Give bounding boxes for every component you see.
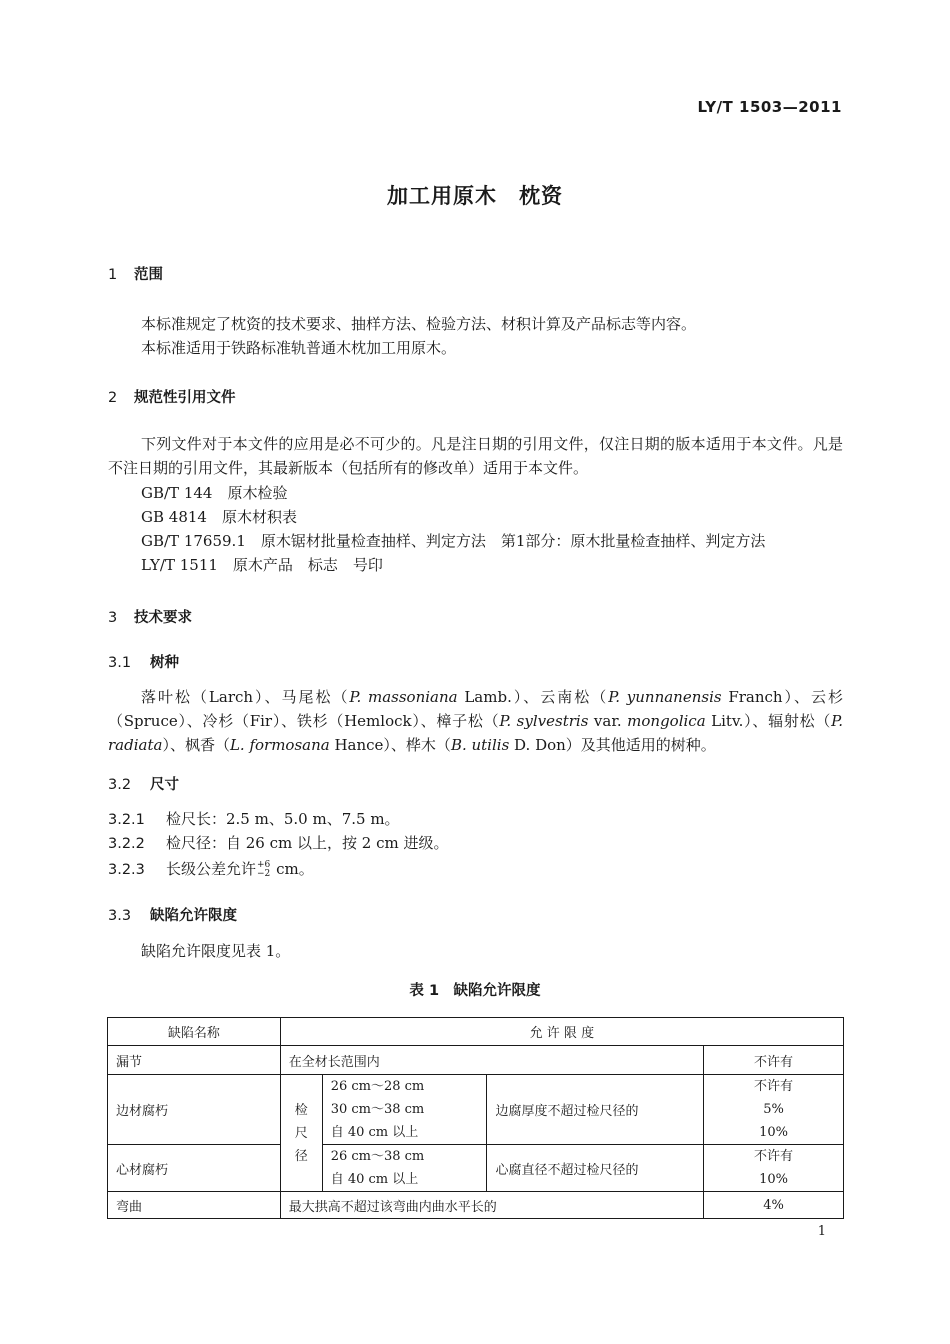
normative-reference: GB/T 17659.1 原木锯材批量检查抽样、判定方法 第1部分：原木批量检查抽样、判定方法 [141,532,766,550]
latin-name: P. sylvestris [499,712,589,730]
paragraph: 本标准适用于铁路标准轨普通木枕加工用原木。 [141,339,457,357]
allowance-value: 5% [763,1102,784,1117]
section-title: 技术要求 [134,610,192,626]
subsection-3-1-heading [108,651,179,672]
defect-name: 弯曲 [108,1192,281,1219]
section-2-heading [108,386,236,407]
diameter-range: 自 40 cm 以上 [330,1172,419,1187]
latin-name: mongolica [627,712,706,730]
subsection-3-3-heading [108,904,237,925]
clause-3-2-2 [108,832,449,853]
table-row [108,1046,844,1075]
allowance-condition: 在全材长范围内 [280,1046,703,1075]
paragraph: 下列文件对于本文件的应用是必不可少的。凡是注日期的引用文件，仅注日期的版本适用于本文件。凡是不注日期的引用文件，其最新版本（包括所有的修改单）适用于本文件。 [108,435,843,477]
section-title: 尺寸 [150,777,179,793]
table-row [108,1075,844,1145]
allowance-condition: 最大拱高不超过该弯曲内曲水平长的 [280,1192,703,1219]
allowance-condition: 边腐厚度不超过检尺径的 [487,1075,704,1145]
normative-reference: GB 4814 原木材积表 [141,508,297,526]
allowance-value: 不许有 [704,1046,844,1075]
allowance-condition: 心腐直径不超过检尺径的 [487,1145,704,1192]
defect-name: 边材腐朽 [108,1075,281,1145]
section-number: 3 [108,610,118,626]
latin-name: P. massoniana [349,688,458,706]
defect-name: 漏节 [108,1046,281,1075]
clause-3-2-3 [108,858,314,879]
species-text: Lamb.）、云南松（ [457,688,609,706]
section-title: 缺陷允许限度 [150,908,237,924]
table-title: 表 1 缺陷允许限度 [409,983,541,999]
species-text: D. Don）及其他适用的树种。 [509,736,716,754]
diameter-vertical-label [280,1075,322,1192]
page-number: 1 [817,1224,826,1239]
section-number: 3.1 [108,655,132,671]
header-defect-name: 缺陷名称 [108,1018,281,1046]
diameter-range: 26 cm～28 cm [330,1079,425,1094]
section-title: 规范性引用文件 [134,390,236,406]
species-text: Hance）、桦木（ [329,736,451,754]
paragraph: 本标准规定了枕资的技术要求、抽样方法、检验方法、材积计算及产品标志等内容。 [141,315,697,333]
section-number: 3.2 [108,777,132,793]
clause-text: 检尺径：自 26 cm 以上，按 2 cm 进级。 [166,834,449,852]
allowance-value: 4% [704,1192,844,1219]
section-3-heading [108,606,192,627]
section-title: 范围 [134,267,163,283]
allowance-value: 不许有 [754,1149,794,1164]
clause-number: 3.2.2 [108,836,145,852]
section-title: 树种 [150,655,179,671]
table-row [108,1145,844,1192]
species-text: Franch）、云杉（Spruce）、冷杉（Fir）、铁杉（Hemlock）、樟子松（ [108,688,843,730]
section-number: 2 [108,390,118,406]
clause-number: 3.2.1 [108,812,145,828]
normative-reference: LY/T 1511 原木产品 标志 号印 [141,556,383,574]
clause-text: 长级公差允许 [166,860,257,878]
tolerance-plus: +6 [257,860,271,870]
table-header-row [108,1018,844,1046]
standard-code: LY/T 1503—2011 [697,98,842,116]
allowance-value: 不许有 [754,1079,794,1094]
species-paragraph [108,685,843,757]
clause-unit: cm。 [271,860,314,878]
diameter-range: 自 40 cm 以上 [330,1125,419,1140]
diameter-range: 26 cm～38 cm [330,1149,425,1164]
clause-text: 检尺长：2.5 m、5.0 m、7.5 m。 [166,810,400,828]
paragraph: 缺陷允许限度见表 1。 [141,942,291,960]
species-text: Litv.）、辐射松（ [705,712,832,730]
clause-number: 3.2.3 [108,862,145,878]
allowance-value: 10% [759,1125,789,1140]
header-allowance: 允 许 限 度 [280,1018,843,1046]
latin-name: B. utilis [450,736,510,754]
section-1-heading [108,263,163,284]
latin-name: P. radiata [108,712,843,754]
length-tolerance [257,861,270,879]
diameter-ranges [322,1075,487,1145]
section-number: 3.3 [108,908,132,924]
subsection-3-2-heading [108,773,179,794]
tolerance-minus: −2 [257,869,271,879]
species-text: var. [588,712,628,730]
diameter-ranges [322,1145,487,1192]
species-text: 落叶松（Larch）、马尾松（ [141,688,350,706]
diameter-range: 30 cm～38 cm [330,1102,425,1117]
vertical-char: 尺 [294,1125,308,1141]
table-row [108,1192,844,1219]
allowance-values [704,1145,844,1192]
latin-name: L. formosana [229,736,330,754]
species-text: ）、枫香（ [162,736,230,754]
section-number: 1 [108,267,118,283]
latin-name: P. yunnanensis [608,688,722,706]
vertical-char: 径 [294,1148,308,1164]
vertical-char: 检 [294,1102,308,1118]
clause-3-2-1 [108,808,400,829]
document-title: 加工用原木 枕资 [387,184,563,208]
normative-reference: GB/T 144 原木检验 [141,484,288,502]
allowance-values [704,1075,844,1145]
allowance-value: 10% [759,1172,789,1187]
defect-name: 心材腐朽 [108,1145,281,1192]
defect-tolerance-table [107,1017,844,1219]
